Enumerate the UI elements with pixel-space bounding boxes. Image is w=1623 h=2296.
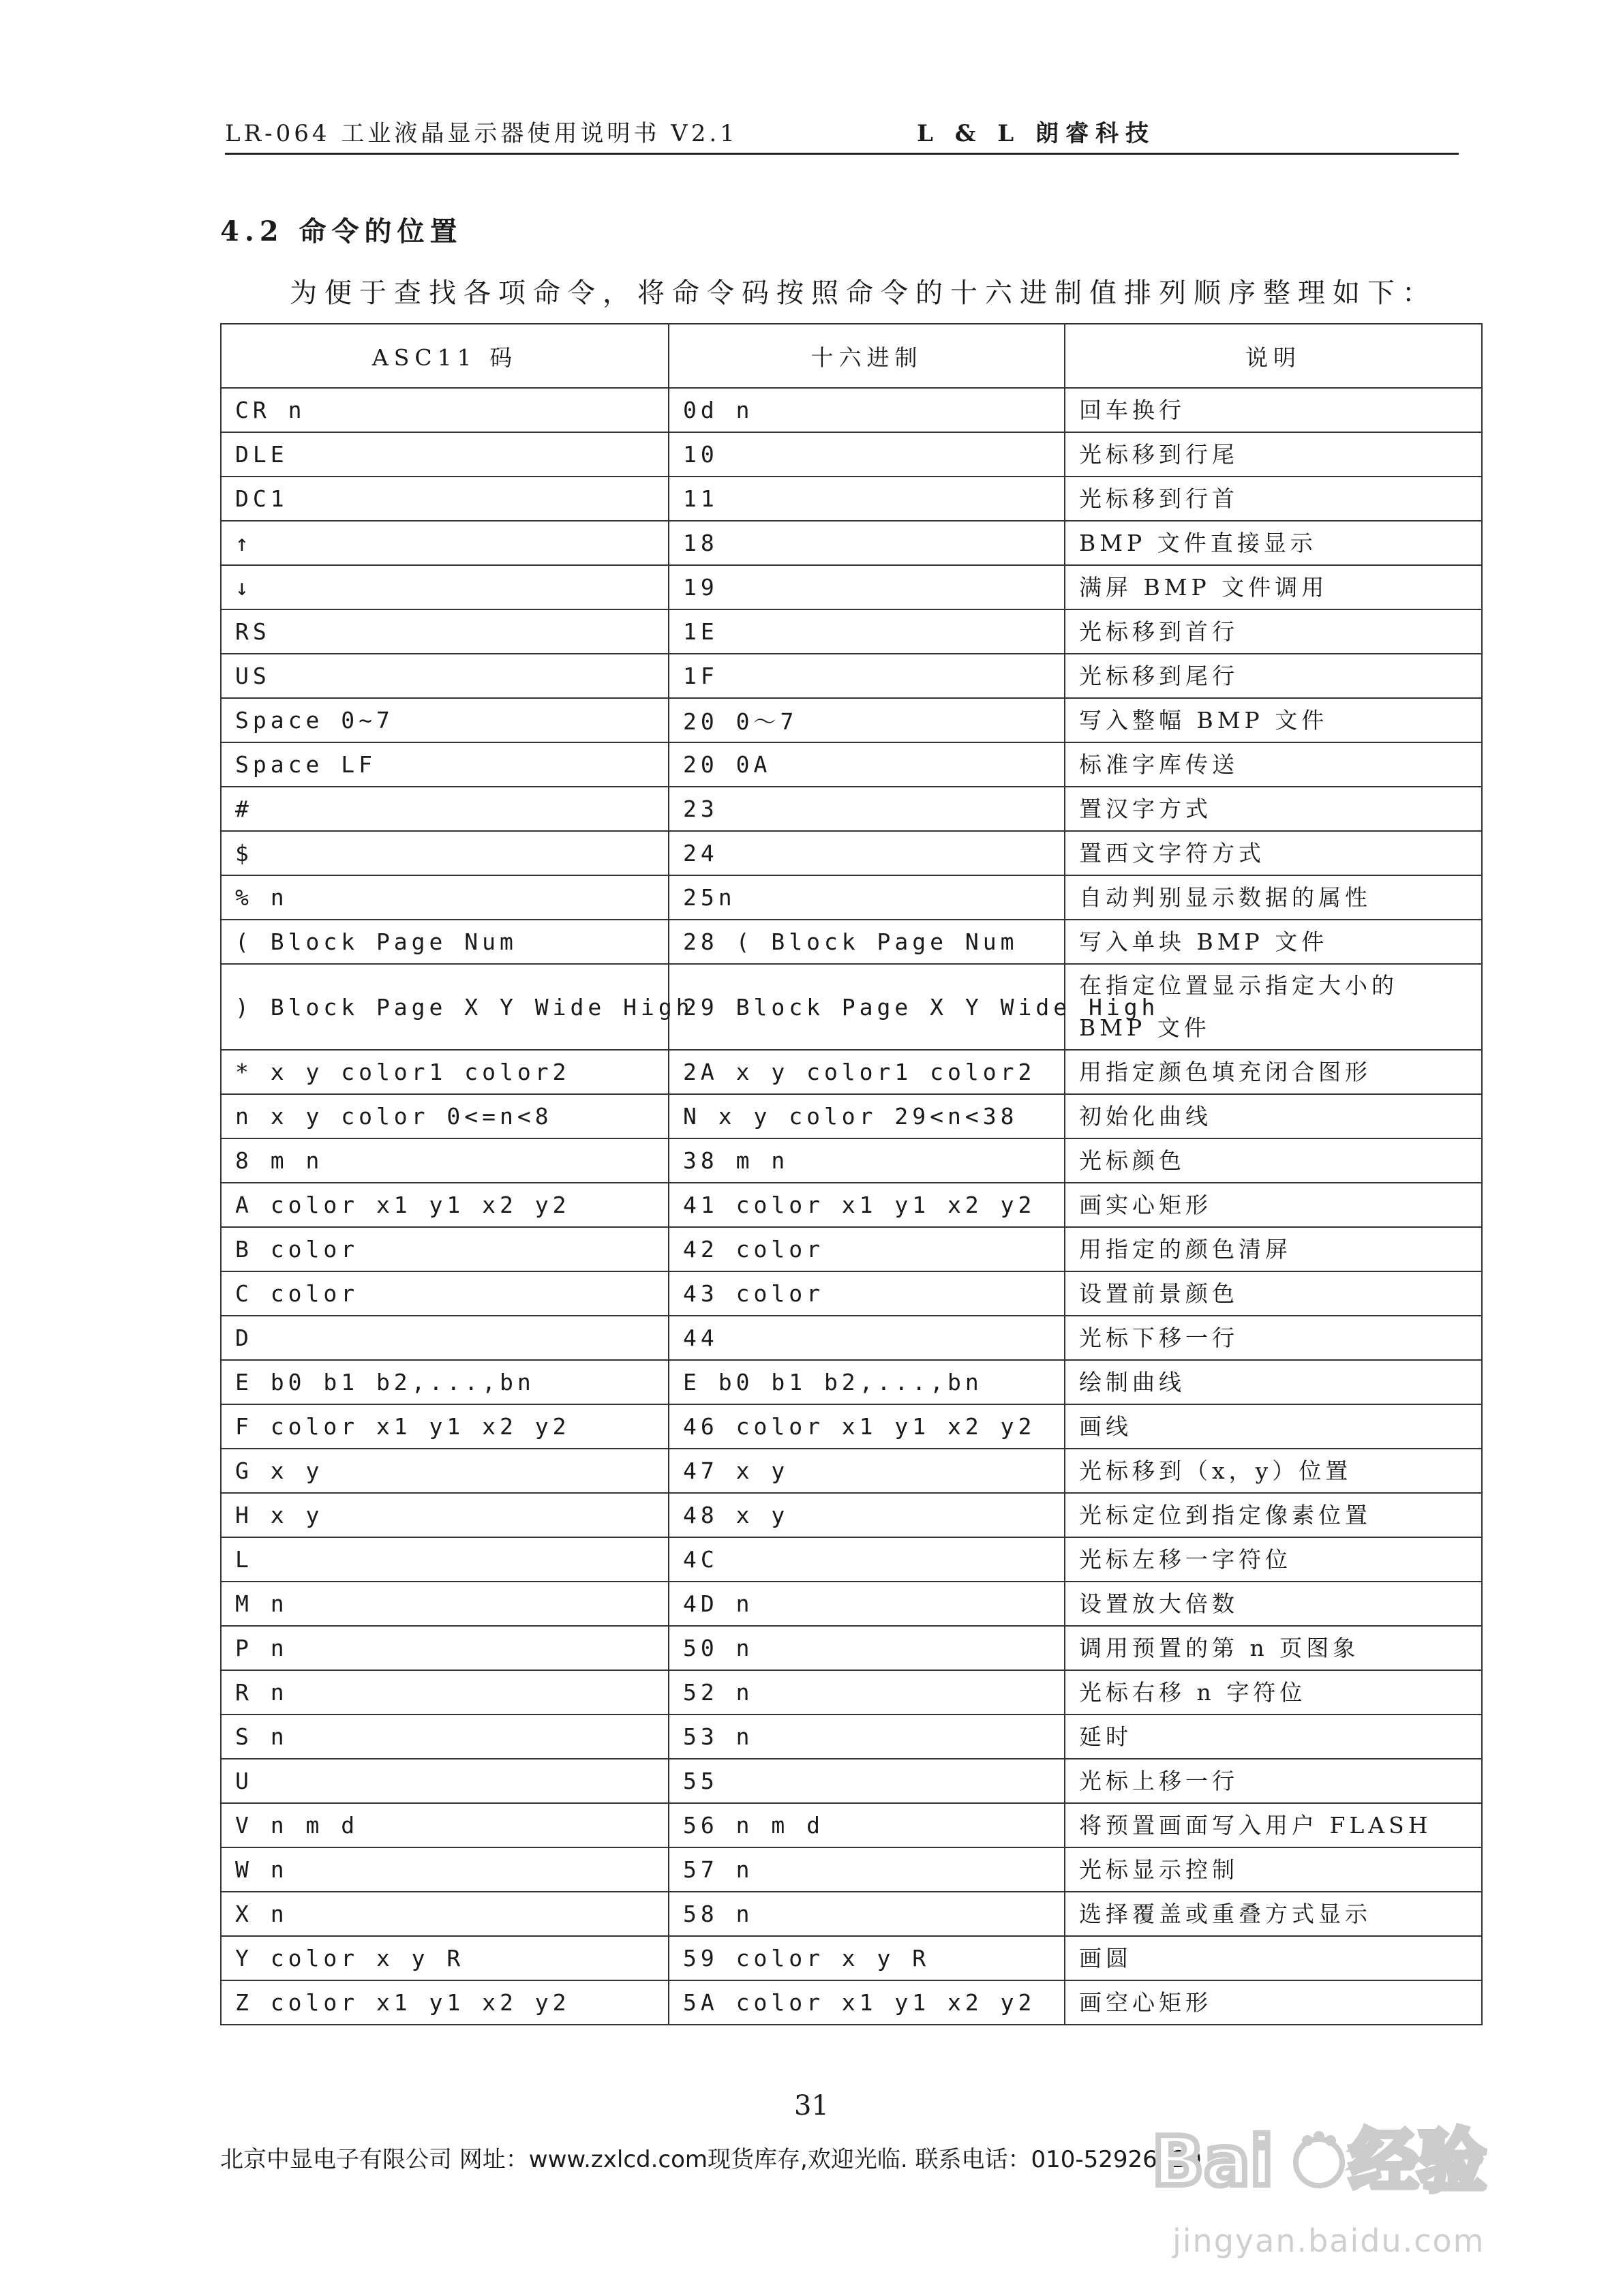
table-row: [221, 1715, 1482, 1759]
cell-hex: 47 x y: [669, 1449, 1065, 1493]
cell-ascii: E b0 b1 b2,...,bn: [221, 1360, 669, 1404]
cell-hex: E b0 b1 b2,...,bn: [669, 1360, 1065, 1404]
cell-desc: 用指定颜色填充闭合图形: [1065, 1050, 1482, 1094]
table-row: [221, 1050, 1482, 1094]
cell-desc: 设置前景颜色: [1065, 1271, 1482, 1316]
watermark-url: jingyan.baidu.com: [1172, 2222, 1485, 2259]
cell-hex: 29 Block Page X Y Wide High: [669, 964, 1065, 1050]
cell-hex: 43 color: [669, 1271, 1065, 1316]
table-row: [221, 1316, 1482, 1360]
cell-ascii: C color: [221, 1271, 669, 1316]
cell-ascii: S n: [221, 1715, 669, 1759]
command-table: [220, 323, 1483, 2025]
cell-hex: 25n: [669, 875, 1065, 920]
watermark: [1145, 2100, 1527, 2277]
cell-desc: 画实心矩形: [1065, 1183, 1482, 1227]
cell-desc: 满屏 BMP 文件调用: [1065, 565, 1482, 609]
table-row: [221, 1980, 1482, 2025]
cell-ascii: RS: [221, 609, 669, 654]
cell-desc: 选择覆盖或重叠方式显示: [1065, 1892, 1482, 1936]
table-row: [221, 1138, 1482, 1183]
cell-hex: N x y color 29<n<38: [669, 1094, 1065, 1138]
table-row: [221, 1449, 1482, 1493]
cell-ascii: CR n: [221, 388, 669, 432]
command-table-body: [221, 388, 1482, 2025]
table-row: [221, 432, 1482, 477]
company-name: L & L 朗睿科技: [917, 119, 1156, 147]
cell-desc: 在指定位置显示指定大小的 BMP 文件: [1065, 964, 1482, 1050]
table-row: [221, 1892, 1482, 1936]
cell-hex: 48 x y: [669, 1493, 1065, 1537]
table-row: [221, 477, 1482, 521]
table-row: [221, 1759, 1482, 1803]
table-row: [221, 1803, 1482, 1847]
cell-desc: 延时: [1065, 1715, 1482, 1759]
cell-ascii: ↑: [221, 521, 669, 565]
cell-desc: 自动判别显示数据的属性: [1065, 875, 1482, 920]
cell-desc: 置西文字符方式: [1065, 831, 1482, 875]
cell-ascii: DC1: [221, 477, 669, 521]
cell-ascii: F color x1 y1 x2 y2: [221, 1404, 669, 1449]
cell-desc: 光标上移一行: [1065, 1759, 1482, 1803]
cell-ascii: G x y: [221, 1449, 669, 1493]
table-row: [221, 1493, 1482, 1537]
table-row: [221, 1537, 1482, 1582]
table-row: [221, 875, 1482, 920]
cell-ascii: R n: [221, 1670, 669, 1715]
cell-hex: 41 color x1 y1 x2 y2: [669, 1183, 1065, 1227]
cell-hex: 44: [669, 1316, 1065, 1360]
document-title: LR-064 工业液晶显示器使用说明书 V2.1: [225, 119, 738, 147]
cell-ascii: U: [221, 1759, 669, 1803]
cell-hex: 55: [669, 1759, 1065, 1803]
cell-desc: 光标下移一行: [1065, 1316, 1482, 1360]
cell-hex: 52 n: [669, 1670, 1065, 1715]
cell-hex: 4D n: [669, 1582, 1065, 1626]
column-header-desc: 说明: [1065, 324, 1482, 388]
baidu-jingyan-logo: [1145, 2113, 1527, 2209]
table-row: [221, 831, 1482, 875]
table-row: [221, 521, 1482, 565]
cell-ascii: Space 0~7: [221, 698, 669, 742]
cell-desc: 调用预置的第 n 页图象: [1065, 1626, 1482, 1670]
cell-hex: 56 n m d: [669, 1803, 1065, 1847]
cell-ascii: A color x1 y1 x2 y2: [221, 1183, 669, 1227]
cell-hex: 46 color x1 y1 x2 y2: [669, 1404, 1065, 1449]
cell-hex: 0d n: [669, 388, 1065, 432]
cell-hex: 10: [669, 432, 1065, 477]
cell-hex: 11: [669, 477, 1065, 521]
table-row: [221, 1626, 1482, 1670]
table-row: [221, 1847, 1482, 1892]
cell-desc: 光标移到尾行: [1065, 654, 1482, 698]
cell-desc: 光标移到首行: [1065, 609, 1482, 654]
cell-hex: 1F: [669, 654, 1065, 698]
table-row: [221, 1936, 1482, 1980]
cell-ascii: % n: [221, 875, 669, 920]
cell-hex: 53 n: [669, 1715, 1065, 1759]
cell-desc: 光标移到（x，y）位置: [1065, 1449, 1482, 1493]
cell-desc: 光标左移一字符位: [1065, 1537, 1482, 1582]
cell-desc: 初始化曲线: [1065, 1094, 1482, 1138]
table-row: [221, 1094, 1482, 1138]
table-row: [221, 920, 1482, 964]
table-row: [221, 565, 1482, 609]
cell-hex: 20 0～7: [669, 698, 1065, 742]
cell-ascii: ↓: [221, 565, 669, 609]
intro-paragraph: 为便于查找各项命令，将命令码按照命令的十六进制值排列顺序整理如下：: [290, 277, 1437, 309]
cell-ascii: ( Block Page Num: [221, 920, 669, 964]
cell-hex: 23: [669, 787, 1065, 831]
cell-ascii: Space LF: [221, 742, 669, 787]
cell-ascii: B color: [221, 1227, 669, 1271]
cell-ascii: X n: [221, 1892, 669, 1936]
svg-text:Bai: Bai: [1152, 2121, 1273, 2201]
page-number: 31: [794, 2090, 829, 2121]
cell-desc: 画空心矩形: [1065, 1980, 1482, 2025]
column-header-hex: 十六进制: [669, 324, 1065, 388]
table-row: [221, 698, 1482, 742]
cell-ascii: * x y color1 color2: [221, 1050, 669, 1094]
cell-hex: 57 n: [669, 1847, 1065, 1892]
cell-desc: 用指定的颜色清屏: [1065, 1227, 1482, 1271]
table-row: [221, 388, 1482, 432]
cell-hex: 38 m n: [669, 1138, 1065, 1183]
cell-hex: 2A x y color1 color2: [669, 1050, 1065, 1094]
table-row: [221, 654, 1482, 698]
table-row: [221, 964, 1482, 1050]
table-row: [221, 1670, 1482, 1715]
cell-ascii: Y color x y R: [221, 1936, 669, 1980]
cell-desc: 写入单块 BMP 文件: [1065, 920, 1482, 964]
cell-ascii: D: [221, 1316, 669, 1360]
cell-desc: 光标显示控制: [1065, 1847, 1482, 1892]
cell-ascii: Z color x1 y1 x2 y2: [221, 1980, 669, 2025]
table-header-row: [221, 324, 1482, 388]
cell-desc: 标准字库传送: [1065, 742, 1482, 787]
cell-ascii: DLE: [221, 432, 669, 477]
cell-desc: BMP 文件直接显示: [1065, 521, 1482, 565]
section-title: 4.2 命令的位置: [220, 215, 463, 247]
table-row: [221, 742, 1482, 787]
table-row: [221, 1582, 1482, 1626]
cell-hex: 42 color: [669, 1227, 1065, 1271]
cell-desc: 光标定位到指定像素位置: [1065, 1493, 1482, 1537]
cell-desc: 将预置画面写入用户 FLASH: [1065, 1803, 1482, 1847]
cell-hex: 24: [669, 831, 1065, 875]
table-row: [221, 1360, 1482, 1404]
svg-text:经验: 经验: [1350, 2121, 1486, 2201]
cell-hex: 19: [669, 565, 1065, 609]
table-row: [221, 609, 1482, 654]
cell-desc: 画线: [1065, 1404, 1482, 1449]
column-header-ascii: ASC11 码: [221, 324, 669, 388]
cell-hex: 5A color x1 y1 x2 y2: [669, 1980, 1065, 2025]
cell-hex: 18: [669, 521, 1065, 565]
cell-ascii: ) Block Page X Y Wide High: [221, 964, 669, 1050]
cell-ascii: 8 m n: [221, 1138, 669, 1183]
table-row: [221, 1227, 1482, 1271]
cell-hex: 4C: [669, 1537, 1065, 1582]
cell-desc: 写入整幅 BMP 文件: [1065, 698, 1482, 742]
cell-ascii: M n: [221, 1582, 669, 1626]
table-row: [221, 1183, 1482, 1227]
cell-desc: 置汉字方式: [1065, 787, 1482, 831]
table-row: [221, 1271, 1482, 1316]
cell-hex: 28 ( Block Page Num: [669, 920, 1065, 964]
table-row: [221, 1404, 1482, 1449]
cell-ascii: n x y color 0<=n<8: [221, 1094, 669, 1138]
cell-ascii: L: [221, 1537, 669, 1582]
page-header: [225, 109, 1459, 155]
footer-contact: 北京中显电子有限公司 网址：www.zxlcd.com现货库存,欢迎光临. 联系电话：010-52926620: [220, 2146, 1202, 2173]
cell-hex: 1E: [669, 609, 1065, 654]
cell-hex: 20 0A: [669, 742, 1065, 787]
cell-desc: 绘制曲线: [1065, 1360, 1482, 1404]
cell-ascii: US: [221, 654, 669, 698]
cell-desc: 光标移到行尾: [1065, 432, 1482, 477]
cell-ascii: $: [221, 831, 669, 875]
cell-hex: 58 n: [669, 1892, 1065, 1936]
cell-ascii: #: [221, 787, 669, 831]
cell-desc: 回车换行: [1065, 388, 1482, 432]
cell-desc: 画圆: [1065, 1936, 1482, 1980]
cell-desc: 光标颜色: [1065, 1138, 1482, 1183]
cell-ascii: P n: [221, 1626, 669, 1670]
cell-desc: 设置放大倍数: [1065, 1582, 1482, 1626]
table-row: [221, 787, 1482, 831]
cell-desc: 光标移到行首: [1065, 477, 1482, 521]
cell-ascii: V n m d: [221, 1803, 669, 1847]
cell-ascii: H x y: [221, 1493, 669, 1537]
cell-desc: 光标右移 n 字符位: [1065, 1670, 1482, 1715]
cell-hex: 59 color x y R: [669, 1936, 1065, 1980]
cell-ascii: W n: [221, 1847, 669, 1892]
cell-hex: 50 n: [669, 1626, 1065, 1670]
